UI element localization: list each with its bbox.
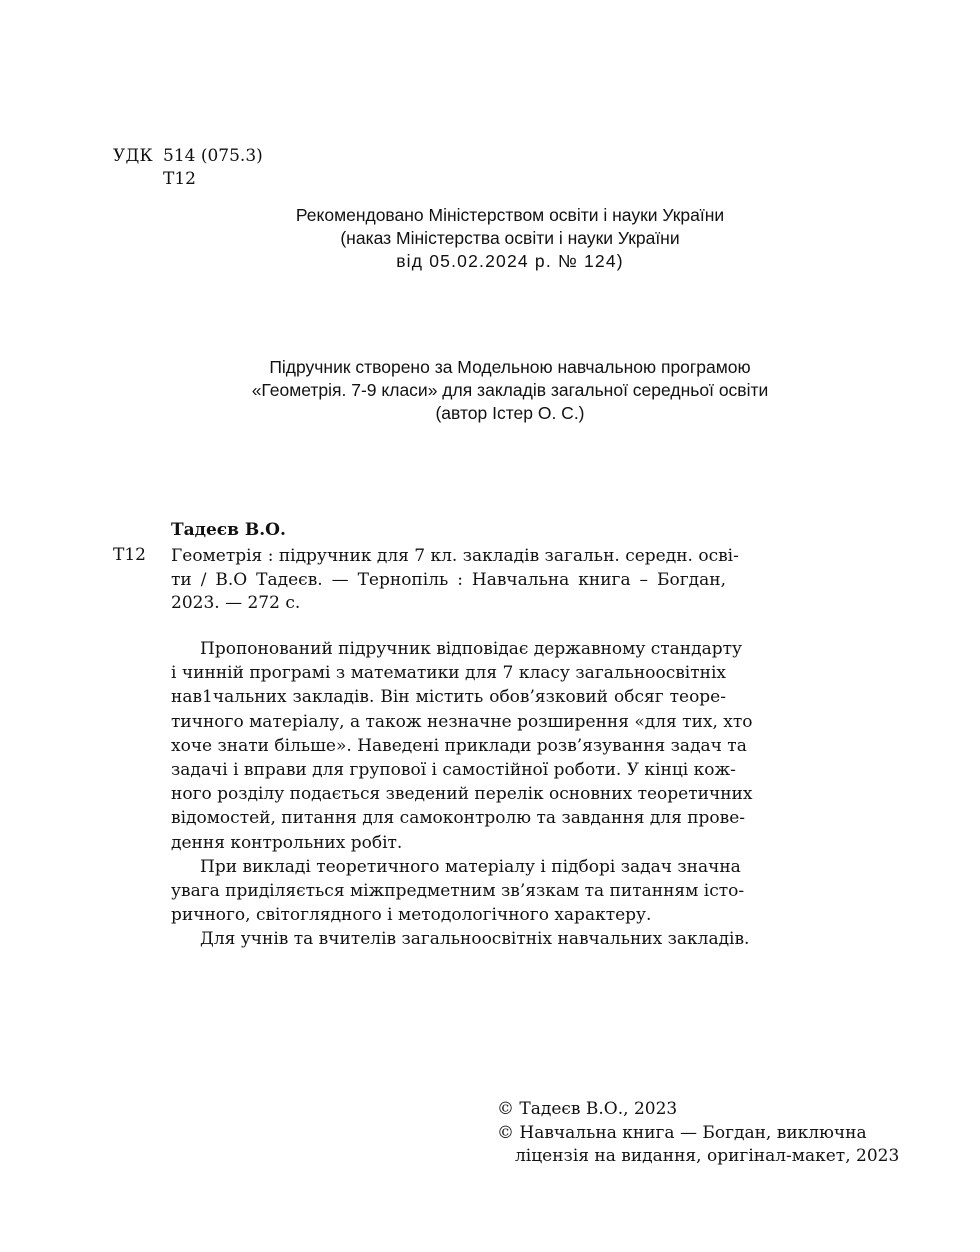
recommendation-line-3: від 05.02.2024 р. № 124)	[396, 251, 624, 271]
abstract-line: увага приділяється міжпредметним зв’язкам та питанням істо-	[171, 881, 745, 902]
abstract-line: Пропонований підручник відповідає державному стандарту	[200, 639, 743, 659]
abstract-line: При викладі теоретичного матеріалу і підборі задач значна	[200, 856, 741, 877]
model-program-block	[210, 356, 810, 425]
abstract-line: Для учнів та вчителів загальноосвітніх навчальних закладів.	[200, 929, 750, 950]
copyright-line-author: © Тадеєв В.О., 2023	[497, 1099, 678, 1119]
abstract-line: дення контрольних робіт.	[171, 832, 403, 853]
abstract-line: нав1чальних закладів. Він містить обов’язковий обсяг теоре-	[171, 687, 726, 708]
copyright-line-license: ліцензія на видання, оригінал-макет, 2023	[515, 1146, 900, 1166]
abstract-line: задачі і вправи для групової і самостійної роботи. У кінці кож-	[171, 760, 736, 781]
abstract-line: і чинній програмі з математики для 7 класу загальноосвітніх	[171, 663, 726, 684]
model-program-line-3: (автор Істер О. С.)	[435, 403, 585, 423]
abstract-line: відомостей, питання для самоконтролю та завдання для прове-	[171, 808, 746, 829]
copyright-block	[497, 1098, 899, 1169]
biblio-line: Геометрія : підручник для 7 кл. закладів загальн. середн. осві-	[171, 546, 739, 566]
bibliographic-description	[171, 545, 739, 616]
udk-code: 514 (075.3)	[163, 146, 263, 166]
copyright-line-publisher: © Навчальна книга — Богдан, виключна	[497, 1122, 867, 1143]
udk-index: Т12	[163, 169, 196, 189]
abstract-line: ного розділу подається зведений перелік основних теоретичних	[171, 784, 753, 805]
recommendation-block	[230, 204, 790, 273]
model-program-line-1: Підручник створено за Модельною навчальною програмою	[269, 357, 751, 377]
author-name: Тадеєв В.О.	[171, 520, 286, 540]
udk-label: УДК	[113, 146, 153, 166]
model-program-line-2: «Геометрія. 7-9 класи» для закладів загальної середньої освіти	[251, 380, 769, 400]
biblio-line: ти / В.О Тадеєв. — Тернопіль : Навчальна книга – Богдан,	[171, 569, 726, 590]
recommendation-line-2: (наказ Міністерства освіти і науки України	[340, 228, 680, 248]
abstract-line: ричного, світоглядного і методологічного характеру.	[171, 905, 652, 926]
abstract-line: хоче знати більше». Наведені приклади розв’язування задач та	[171, 735, 747, 756]
recommendation-line-1: Рекомендовано Міністерством освіти і науки України	[295, 205, 725, 225]
abstract	[171, 637, 753, 952]
abstract-line: тичного матеріалу, а також незначне розширення «для тих, хто	[171, 711, 753, 732]
catalog-index: Т12	[113, 545, 146, 565]
biblio-line: 2023. — 272 с.	[171, 593, 301, 613]
